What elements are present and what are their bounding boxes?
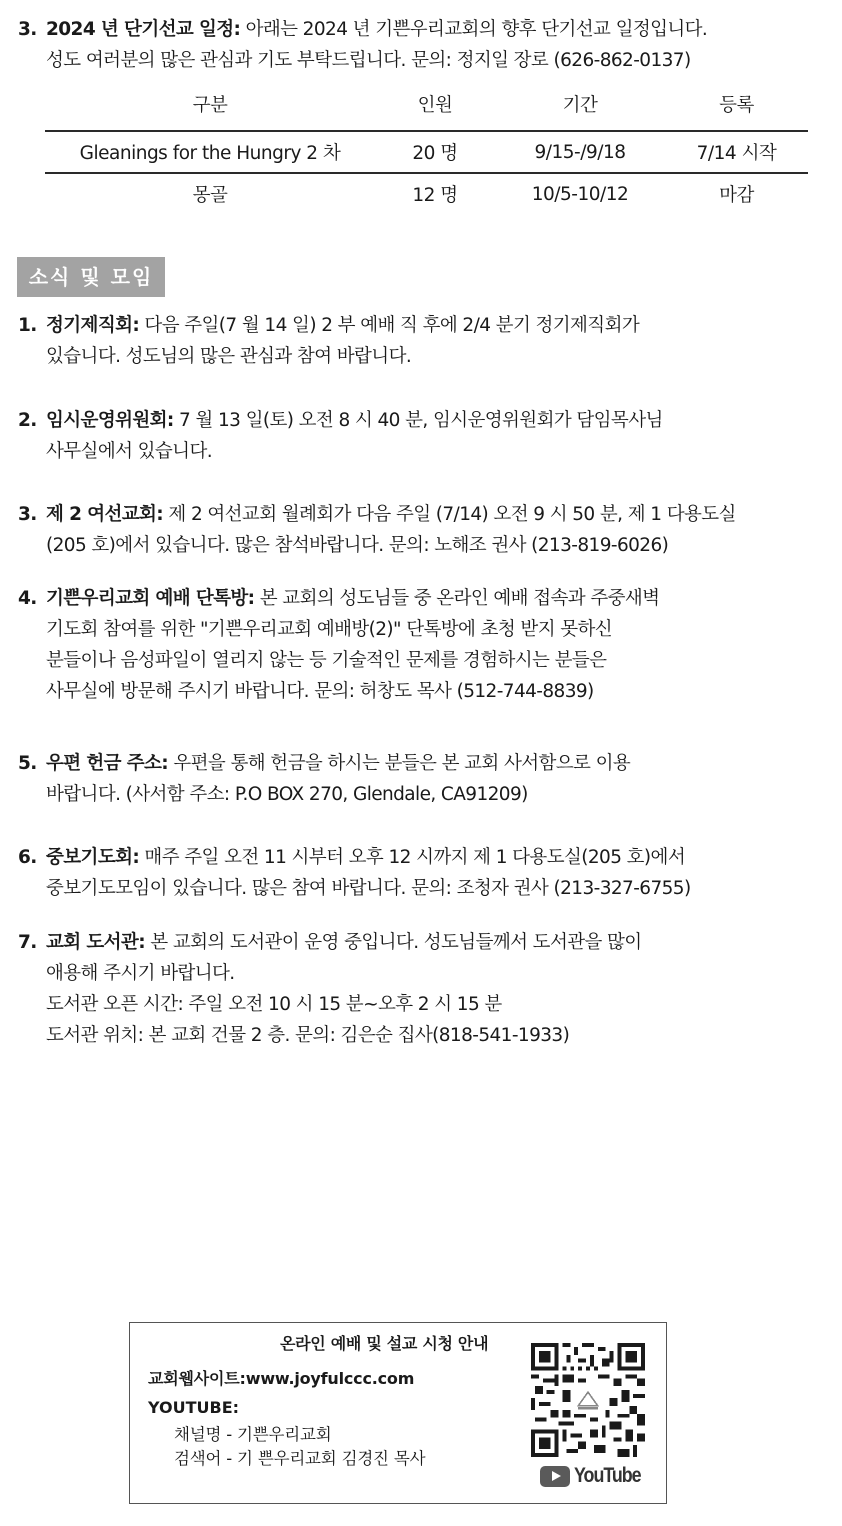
column-header-registration: 등록 (719, 95, 754, 116)
news-item-line: 기도회 참여를 위한 "기쁜우리교회 예배방(2)" 단톡방에 초청 받지 못하신 (46, 619, 613, 640)
news-item-line: 있습니다. 성도님의 많은 관심과 참여 바랍니다. (46, 346, 412, 367)
news-item-line: 사무실에 방문해 주시기 바랍니다. 문의: 허창도 목사 (512-744-8839) (46, 681, 594, 702)
item-heading: 우편 헌금 주소: (46, 753, 169, 774)
qr-code-icon[interactable] (531, 1343, 645, 1457)
table-cell: 12 명 (412, 185, 458, 206)
news-item-7 (18, 927, 810, 1051)
news-item-line: 바랍니다. (사서함 주소: P.O BOX 270, Glendale, CA91209) (46, 784, 528, 805)
youtube-channel-name: 채널명 - 기쁜우리교회 (174, 1425, 332, 1444)
item-text: 다음 주일(7 월 14 일) 2 부 예배 직 후에 2/4 분기 정기제직회가 (139, 315, 640, 336)
item-text: 매주 주일 오전 11 시부터 오후 12 시까지 제 1 다용도실(205 호)에서 (139, 847, 686, 868)
news-item-6 (18, 842, 810, 904)
news-item-line: 애용해 주시기 바랍니다. (46, 963, 235, 984)
news-item-line: 도서관 오픈 시간: 주일 오전 10 시 15 분~오후 2 시 15 분 (46, 994, 502, 1015)
item-text: 본 교회의 성도님들 중 온라인 예배 접속과 주중새벽 (254, 588, 660, 609)
column-header-period: 기간 (562, 95, 598, 116)
mission-schedule-table (45, 88, 808, 214)
news-item-line: 중보기도모임이 있습니다. 많은 참여 바랍니다. 문의: 조청자 권사 (213-327-6755) (46, 878, 691, 899)
item-number: 3. (18, 504, 37, 525)
news-item-line (18, 748, 810, 779)
table-cell: 20 명 (412, 143, 458, 164)
table-cell: 마감 (719, 185, 754, 206)
info-box-title: 온라인 예배 및 설교 시청 안내 (280, 1334, 489, 1353)
news-item-3 (18, 499, 810, 561)
website-link[interactable]: www.joyfulccc.com (245, 1369, 415, 1388)
item-text: 아래는 2024 년 기쁜우리교회의 향후 단기선교 일정입니다. (240, 19, 708, 40)
item-number: 7. (18, 932, 37, 953)
column-header-people: 인원 (417, 95, 453, 116)
mission-line-1 (18, 14, 810, 45)
table-cell: Gleanings for the Hungry 2 차 (79, 143, 341, 164)
news-item-line (18, 583, 810, 614)
item-text: 제 2 여선교회 월례회가 다음 주일 (7/14) 오전 9 시 50 분, 제 1 다용도실 (163, 504, 736, 525)
column-header-category: 구분 (192, 95, 228, 116)
news-item-line (18, 310, 810, 341)
item-heading: 제 2 여선교회: (46, 504, 164, 525)
table-cell: 7/14 시작 (696, 143, 777, 164)
item-heading: 교회 도서관: (46, 932, 145, 953)
item-heading: 중보기도회: (46, 847, 140, 868)
youtube-logo-text: YouTube (574, 1464, 641, 1487)
item-heading: 2024 년 단기선교 일정: (46, 19, 241, 40)
news-item-line: 도서관 위치: 본 교회 건물 2 층. 문의: 김은순 집사(818-541-1933) (46, 1025, 570, 1046)
item-number: 3. (18, 19, 37, 40)
mission-schedule-paragraph (18, 14, 810, 76)
news-item-line: 분들이나 음성파일이 열리지 않는 등 기술적인 문제를 경험하시는 분들은 (46, 650, 607, 671)
item-text: 7 월 13 일(토) 오전 8 시 40 분, 임시운영위원회가 담임목사님 (173, 410, 663, 431)
news-item-4 (18, 583, 810, 707)
item-heading: 정기제직회: (46, 315, 140, 336)
news-item-line (18, 499, 810, 530)
news-item-line (18, 927, 810, 958)
website-label: 교회웹사이트: (148, 1369, 246, 1388)
mission-line-2: 성도 여러분의 많은 관심과 기도 부탁드립니다. 문의: 정지일 장로 (626-862-0137) (46, 50, 691, 71)
item-heading: 임시운영위원회: (46, 410, 174, 431)
news-item-line: 사무실에서 있습니다. (46, 441, 213, 462)
item-number: 5. (18, 753, 37, 774)
news-item-line (18, 842, 810, 873)
item-text: 본 교회의 도서관이 운영 중입니다. 성도님들께서 도서관을 많이 (145, 932, 642, 953)
item-number: 6. (18, 847, 37, 868)
news-item-2 (18, 405, 810, 467)
website-line (148, 1366, 414, 1389)
table-cell: 몽골 (192, 185, 228, 206)
news-item-1 (18, 310, 810, 372)
section-badge-news: 소식 및 모임 (17, 257, 165, 297)
youtube-logo[interactable] (540, 1464, 652, 1488)
news-item-5 (18, 748, 810, 810)
table-header-row (45, 88, 808, 130)
item-heading: 기쁜우리교회 예배 단톡방: (46, 588, 255, 609)
item-text: 우편을 통해 헌금을 하시는 분들은 본 교회 사서함으로 이용 (168, 753, 631, 774)
youtube-play-icon (540, 1466, 570, 1487)
item-number: 4. (18, 588, 37, 609)
table-row (45, 132, 808, 172)
youtube-search-term: 검색어 - 기 쁜우리교회 김경진 목사 (174, 1449, 426, 1468)
item-number: 2. (18, 410, 37, 431)
table-row (45, 174, 808, 214)
table-cell: 10/5-10/12 (531, 183, 629, 205)
table-cell: 9/15-/9/18 (534, 141, 626, 163)
youtube-label: YOUTUBE: (148, 1398, 240, 1417)
news-item-line (18, 405, 810, 436)
news-item-line: (205 호)에서 있습니다. 많은 참석바랍니다. 문의: 노해조 권사 (213-819-6026) (46, 535, 669, 556)
online-worship-info-box (129, 1322, 667, 1504)
item-number: 1. (18, 315, 37, 336)
